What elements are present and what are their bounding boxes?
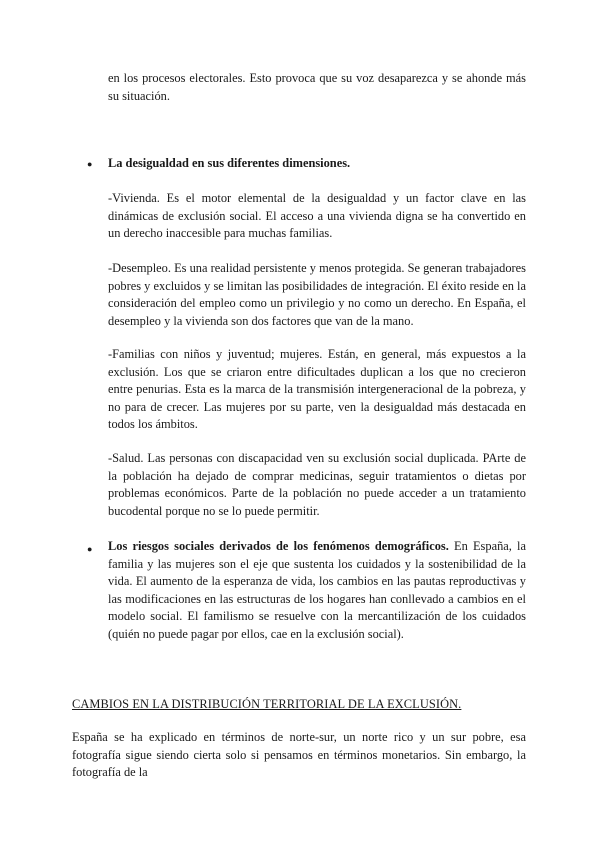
bullet-icon: ●: [87, 544, 93, 554]
section-heading: CAMBIOS EN LA DISTRIBUCIÓN TERRITORIAL DE LA EXCLUSIÓN.: [72, 697, 462, 711]
paragraph-salud: -Salud. Las personas con discapacidad ven su exclusión social duplicada. PArte de la población ha dejado de comprar medicinas, seguir tratamientos o dietas por problemas económicos. Parte de la población no puede acceder a un tratamiento bucodental porque no se lo puede permitir.: [108, 451, 526, 518]
section-title-riesgos: Los riesgos sociales derivados de los fenómenos demográficos.: [108, 539, 449, 553]
section-title-desigualdad: La desigualdad en sus diferentes dimensiones.: [108, 156, 351, 170]
bullet-icon: ●: [87, 159, 93, 169]
paragraph-riesgos: [108, 538, 526, 644]
paragraph-desempleo: -Desempleo. Es una realidad persistente y menos protegida. Se generan trabajadores pobres y excluidos y se limitan las posibilidades de integración. El éxito reside en la consideración del empleo como un privilegio y no como un derecho. En España, el desempleo y la vivienda son dos factores que van de la mano.: [108, 261, 526, 328]
paragraph-familias: -Familias con niños y juventud; mujeres. Están, en general, más expuestos a la exclusión. Los que se criaron entre dificultades duplican a los que no crecieron entre penurias. Esta es la marca de la transmisión intergeneracional de la pobreza, y no para de crecer. Las mujeres por su parte, ven la desigualdad más destacada en todos los ámbitos.: [108, 347, 526, 432]
intro-paragraph: en los procesos electorales. Esto provoca que su voz desaparezca y se ahonde más su situación.: [108, 71, 526, 103]
paragraph-vivienda: -Vivienda. Es el motor elemental de la desigualdad y un factor clave en las dinámicas de exclusión social. El acceso a una vivienda digna se ha convertido en un derecho inaccesible para muchas familias.: [108, 191, 526, 241]
riesgos-body: En España, la familia y las mujeres son el eje que sustenta los cuidados y la sostenibilidad de la vida. El aumento de la esperanza de vida, los cambios en las pautas reproductivas y las modificaciones en las estructuras de los hogares han conllevado a cambios en el modelo social. El familismo se resuelve con la mercantilización de los cuidados (quién no puede pagar por ellos, cae en la exclusión social).: [108, 539, 526, 641]
final-paragraph: España se ha explicado en términos de norte-sur, un norte rico y un sur pobre, esa fotografía sigue siendo cierta solo si pensamos en términos monetarios. Sin embargo, la fotografía de la: [72, 730, 526, 780]
